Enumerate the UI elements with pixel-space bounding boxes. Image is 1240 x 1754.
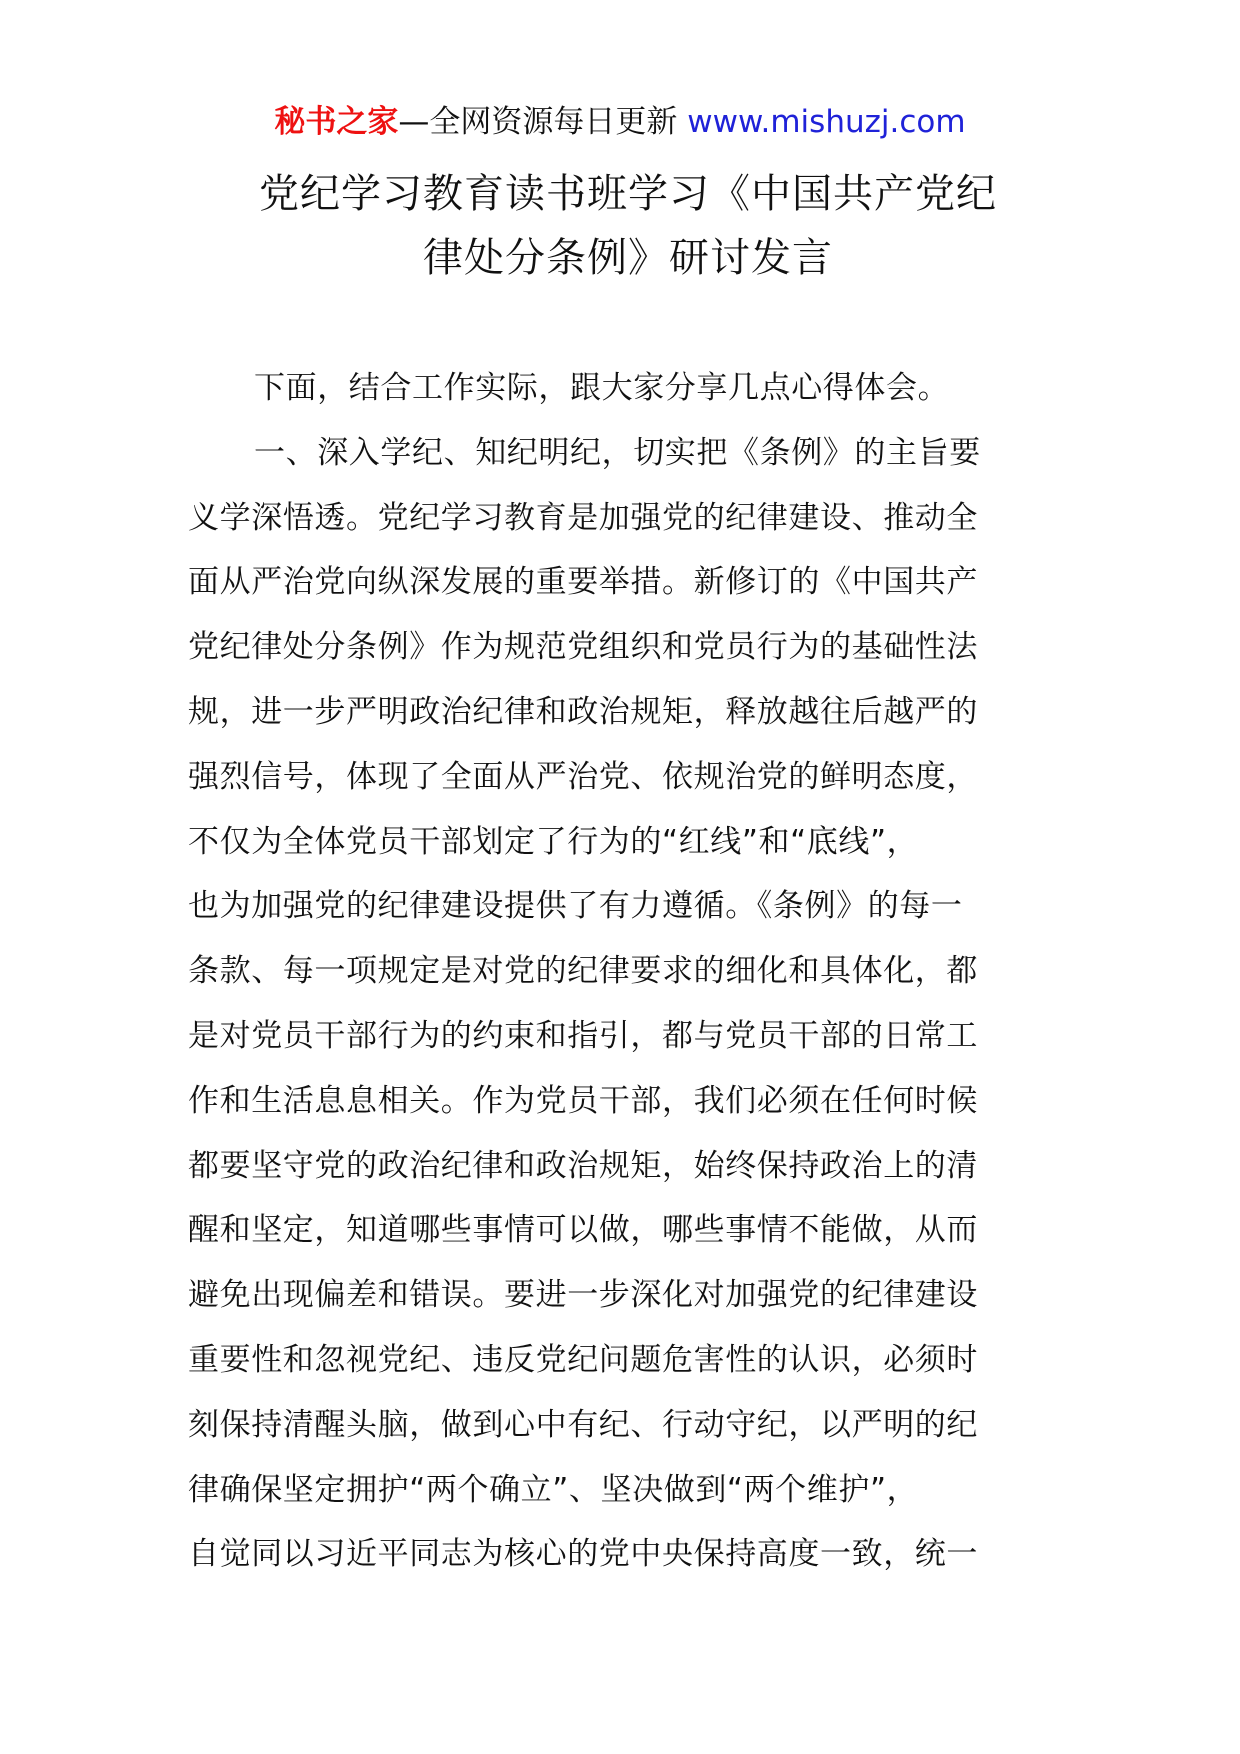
site-header (0, 100, 1240, 144)
body-line: 都要坚守党的政治纪律和政治规矩，始终保持政治上的清 (188, 1147, 978, 1184)
body-line: 义学深悟透。党纪学习教育是加强党的纪律建设、推动全 (188, 499, 978, 536)
body-line: 不仅为全体党员干部划定了行为的“红线”和“底线”， (188, 823, 919, 860)
title-line-1: 党纪学习教育读书班学习《中国共产党纪 (259, 171, 997, 217)
body-line: 避免出现偏差和错误。要进一步深化对加强党的纪律建设 (188, 1277, 978, 1314)
body-line: 条款、每一项规定是对党的纪律要求的细化和具体化，都 (188, 953, 978, 990)
body-line: 醒和坚定，知道哪些事情可以做，哪些事情不能做，从而 (188, 1212, 978, 1249)
title-line-2: 律处分条例》研讨发言 (423, 235, 833, 281)
body-line: 也为加强党的纪律建设提供了有力遵循。《条例》的每一 (188, 888, 963, 925)
document-title (188, 162, 1068, 290)
body-line: 下面，结合工作实际，跟大家分享几点心得体会。 (254, 370, 950, 406)
body-line: 规，进一步严明政治纪律和政治规矩，释放越往后越严的 (188, 693, 978, 730)
body-line: 是对党员干部行为的约束和指引，都与党员干部的日常工 (188, 1017, 978, 1054)
body-line: 党纪律处分条例》作为规范党组织和党员行为的基础性法 (188, 629, 978, 666)
header-tagline: —全网资源每日更新 (398, 104, 688, 140)
body-line: 作和生活息息相关。作为党员干部，我们必须在任何时候 (188, 1082, 978, 1119)
brand-name: 秘书之家 (274, 104, 399, 140)
site-url-link[interactable]: www.mishuzj.com (687, 104, 966, 140)
body-line: 自觉同以习近平同志为核心的党中央保持高度一致，统一 (188, 1536, 978, 1573)
body-line: 强烈信号，体现了全面从严治党、依规治党的鲜明态度， (188, 758, 978, 795)
body-line: 律确保坚定拥护“两个确立”、坚决做到“两个维护”， (188, 1471, 919, 1508)
document-body (188, 356, 1053, 1587)
body-line: 重要性和忽视党纪、违反党纪问题危害性的认识，必须时 (188, 1341, 978, 1378)
body-line: 一、深入学纪、知纪明纪，切实把《条例》的主旨要 (254, 434, 981, 471)
body-line: 面从严治党向纵深发展的重要举措。新修订的《中国共产 (188, 564, 978, 601)
body-line: 刻保持清醒头脑，做到心中有纪、行动守纪，以严明的纪 (188, 1406, 978, 1443)
